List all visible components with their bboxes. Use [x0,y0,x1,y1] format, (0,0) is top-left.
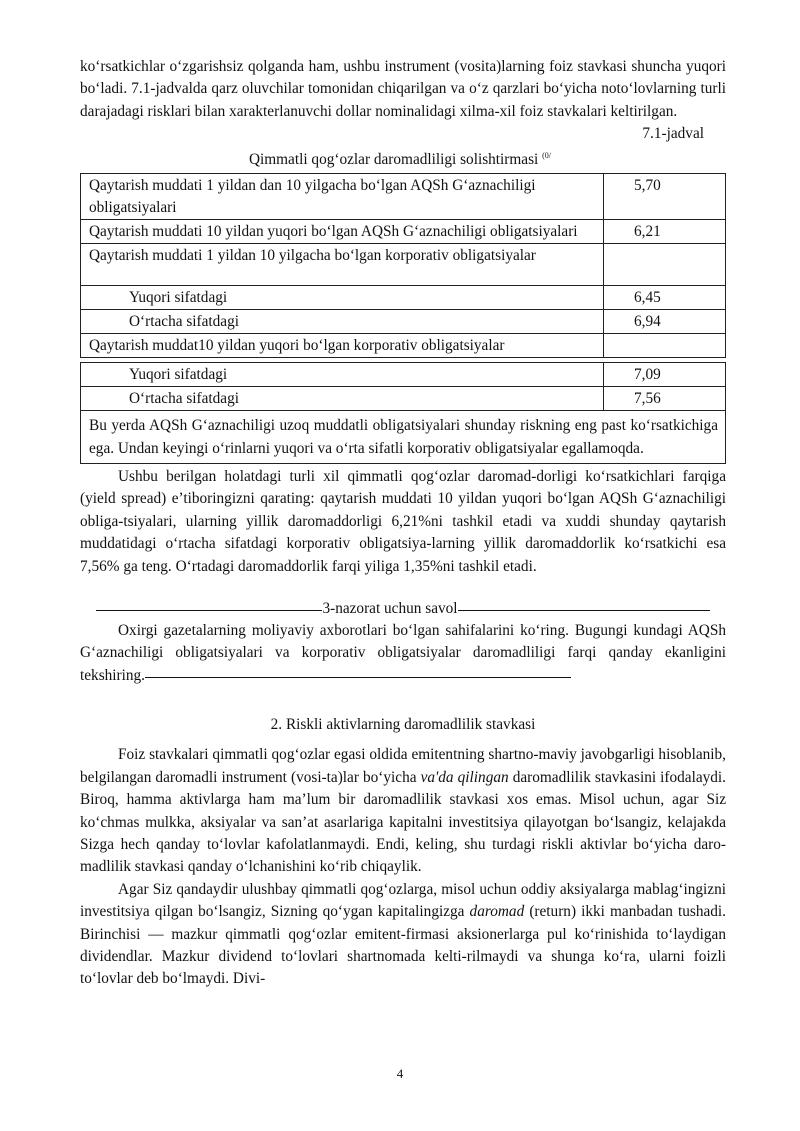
intro-paragraph: ko‘rsatkichlar o‘zgarishsiz qolganda ham, ushbu instrument (vosita)larning foiz stavkasi shuncha yuqori bo‘ladi. 7.1-jadvalda qarz oluvchilar tomonidan chiqarilgan va o‘z qarzlari bo‘yicha noto‘lovlarning turli darajadagi risklari bilan xarakterlanuvchi dollar nominalidagi xilma-xil foiz stavkalari keltirilgan. [80,58,726,120]
row-label: Yuqori sifatdagi [81,363,604,387]
table-row [81,387,726,411]
table-row [81,286,726,310]
row-label: Qaytarish muddati 1 yildan 10 yilgacha bo‘lgan korporativ obligatsiyalar [81,244,604,286]
rule-left [96,610,322,611]
section-heading: 2. Riskli aktivlarning daromadlilik stavkasi [270,716,536,734]
control-question-header [80,598,726,620]
row-value: 6,94 [604,310,726,334]
table-note-row [81,411,726,464]
row-value: 5,70 [604,174,726,220]
table-caption [74,145,726,171]
row-label: Qaytarish muddati 10 yildan yuqori bo‘lgan AQSh G‘aznachiligi obligatsiyalari [81,220,604,244]
table-row [81,220,726,244]
rule-right [458,610,710,611]
row-value [604,244,726,286]
table-note: Bu yerda AQSh G‘aznachiligi uzoq muddatli obligatsiyalari shunday riskning eng past ko‘rsatkichiga ega. Undan keyingi o‘rinlarni yuqori va o‘rta sifatli korporativ obligatsiyalar egallamoqda. [81,411,726,464]
table-label: 7.1-jadval [642,125,704,143]
answer-line [145,677,571,678]
emphasis-text: va'da qilingan [420,768,509,786]
table-row [81,334,726,358]
row-value: 6,45 [604,286,726,310]
return-paragraph: Agar Siz qandaydir ulushbay qimmatli qog‘ozlarga, misol uchun oddiy aksiyalarga mablag‘ingizni investitsiya qilgan bo‘lsangiz, Sizning qo‘ygan kapitalingizga daromad (return) ikki manbadan tushadi. Birinchisi — mazkur qimmatli qog‘ozlar emitent-firmasi aksionerlarga pul ko‘rinishida to‘laydigan dividendlar. Mazkur dividend to‘lovlari shartnomada kelti-rilmaydi va shunga ko‘ra, ularni foizli to‘lovlar deb bo‘lmaydi. Divi- [80,880,726,988]
row-value: 7,09 [604,363,726,387]
page-number: 4 [396,1066,404,1081]
table-row [81,174,726,220]
row-value: 6,21 [604,220,726,244]
table-caption-mark: (0/ [542,151,552,161]
control-question-title: 3-nazorat uchun savol [322,600,458,618]
row-label: Yuqori sifatdagi [81,286,604,310]
row-label: O‘rtacha sifatdagi [81,387,604,411]
emphasis-text: daromad [469,903,525,921]
table-caption-text: Qimmatli qog‘ozlar daromadliligi solishtirmasi [248,151,539,169]
yield-comparison-table [80,173,726,464]
control-question-text: Oxirgi gazetalarning moliyaviy axborotlari bo‘lgan sahifalarini ko‘ring. Bugungi kundagi AQSh G‘aznachiligi obligatsiyalari va korporativ obligatsiyalar daromadliligi farqi qanday ekanligini tekshiring. [80,622,726,684]
row-label: Qaytarish muddat10 yildan yuqori bo‘lgan korporativ obligatsiyalar [81,334,604,358]
interest-paragraph: Foiz stavkalari qimmatli qog‘ozlar egasi oldida emitentning shartno-maviy javobgarligi hisoblanib, belgilangan daromadli instrument (vosi-ta)lar bo‘yicha va'da qilingan daromadlilik stavkasini ifodalaydi. Biroq, hamma aktivlarga ham ma’lum bir daromadlilik stavkasi xos emas. Misol uchun, agar Siz ko‘chmas mulkka, aksiyalar va san’at asarlariga kapitalni investitsiya qilayotgan bo‘lsangiz, kelajakda Sizga hech qanday to‘lovlar kafolatlanmaydi. Endi, keling, shu turdagi riskli aktivlar bo‘yicha daro-madlilik stavkasi qanday o‘lchanishini ko‘rib chiqaylik. [80,746,726,876]
row-value [604,334,726,358]
table-row [81,363,726,387]
row-value: 7,56 [604,387,726,411]
row-label: O‘rtacha sifatdagi [81,310,604,334]
spread-paragraph: Ushbu berilgan holatdagi turli xil qimmatli qog‘ozlar daromad-dorligi ko‘rsatkichlari farqiga (yield spread) e’tiboringizni qarating: qaytarish muddati 10 yildan yuqori bo‘lgan AQSh G‘aznachiligi obliga-tsiyalari, ularning yillik daromaddorligi 6,21%ni tashkil etadi va xuddi shunday qaytarish muddatidagi o‘rtacha sifatdagi korporativ obligatsiya-larning yillik daromaddorlik ko‘rsatkichi esa 7,56% ga teng. O‘rtadagi daromaddorlik farqi yiliga 1,35%ni tashkil etadi. [80,468,726,575]
table-row [81,310,726,334]
table-row [81,244,726,286]
document-page [80,56,726,991]
row-label: Qaytarish muddati 1 yildan dan 10 yilgacha bo‘lgan AQSh G‘aznachiligi obligatsiyalari [81,174,604,220]
